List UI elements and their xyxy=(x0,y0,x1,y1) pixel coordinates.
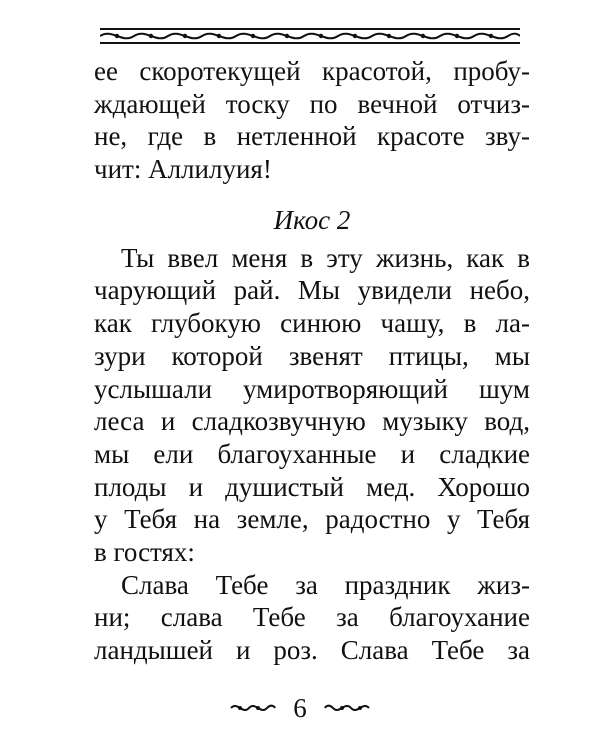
top-ornament-border xyxy=(100,26,520,46)
page-footer xyxy=(0,688,600,728)
main-text xyxy=(94,55,530,667)
text-line: как глубокую синюю чашу, в ла- xyxy=(94,308,530,339)
text-line: у Тебя на земле, радостно у Тебя xyxy=(94,504,530,535)
text-line: не, где в нетленной красоте зву- xyxy=(94,121,530,152)
text-line: мы ели благоуханные и сладкие xyxy=(94,438,530,469)
footer-ornament-left xyxy=(229,699,277,717)
page-number: 6 xyxy=(293,693,307,723)
text-line: ее скоротекущей красотой, пробу- xyxy=(94,56,530,86)
text-line: Слава Тебе за праздник жиз- xyxy=(121,569,530,600)
section-heading: Икос 2 xyxy=(273,204,351,235)
text-line: ландышей и роз. Слава Тебе за xyxy=(94,635,530,665)
text-line: услышали умиротворяющий шум xyxy=(94,373,530,404)
text-line: ни; слава Тебе за благоухание xyxy=(94,602,530,633)
text-line: Ты ввел меня в эту жизнь, как в xyxy=(121,242,530,273)
text-line: плоды и душистый мед. Хорошо xyxy=(94,471,530,502)
text-line: чарующий рай. Мы увидели небо, xyxy=(94,275,530,306)
text-line: зури которой звенят птицы, мы xyxy=(94,340,530,371)
text-line: ждающей тоску по вечной отчиз- xyxy=(94,88,530,119)
footer-ornament-right xyxy=(323,699,371,717)
text-line: леса и сладкозвучную музыку вод, xyxy=(94,406,530,437)
text-line: в гостях: xyxy=(94,536,195,567)
text-line: чит: Аллилуия! xyxy=(94,154,272,185)
